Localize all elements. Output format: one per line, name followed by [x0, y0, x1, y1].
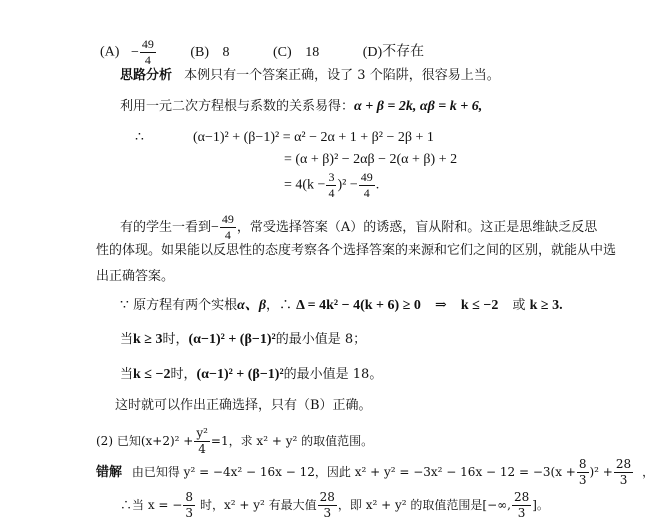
- case-2-line: [120, 367, 382, 383]
- wrong-fraction-2-num: 28: [615, 457, 632, 471]
- derivation-fraction-2-den: 4: [363, 186, 370, 200]
- paragraph-1-line-2: 性的体现。如果能以反思性的态度考察各个选择答案的来源和它们之间的区别，就能从中选: [96, 243, 617, 258]
- choice-c-value: 18: [305, 44, 320, 60]
- vieta-formula: α + β = 2k, αβ = k + 6,: [354, 99, 483, 114]
- case-2-c: 的最小值是 18。: [283, 367, 383, 382]
- choice-c-label: (C): [273, 44, 292, 60]
- last-fraction-1-den: 3: [185, 506, 193, 520]
- last-b: 时，x² + y² 有最大值: [199, 498, 317, 512]
- derivation-line-1: (α−1)² + (β−1)² = α² − 2α + 1 + β² − 2β + 1: [193, 130, 434, 145]
- analysis-heading: 思路分析: [120, 68, 173, 83]
- derivation-line-3-b: )² −: [337, 177, 358, 193]
- paragraph-1-fraction: [220, 212, 236, 243]
- last-a: ∴当 x = −: [120, 498, 183, 512]
- choice-a-num: 49: [141, 37, 154, 51]
- vieta-text: 利用一元二次方程根与系数的关系易得：: [120, 99, 355, 114]
- last-d: ]。: [532, 498, 549, 512]
- derivation-line-3-a: = 4(k −: [284, 177, 326, 193]
- last-fraction-1: [183, 490, 195, 521]
- derivation-fraction-2-num: 49: [360, 170, 373, 184]
- implies-arrow: ⇒: [435, 298, 447, 313]
- analysis-line: [120, 68, 500, 84]
- case-1-b: 时，: [162, 332, 189, 347]
- derivation-fraction-2: [359, 170, 375, 201]
- condition-delta: Δ = 4k² − 4(k + 6) ≥ 0: [296, 298, 421, 313]
- last-c: ，即 x² + y² 的取值范围是[−∞,: [337, 498, 511, 512]
- vieta-line: [120, 99, 482, 115]
- wrong-fraction-1-num: 8: [578, 457, 587, 471]
- derivation-line-3-c: .: [375, 177, 380, 193]
- analysis-text: 本例只有一个答案正确，设了 3 个陷阱，很容易上当。: [184, 68, 500, 83]
- last-fraction-3-num: 28: [513, 490, 530, 504]
- condition-text-b: ，∴: [266, 298, 293, 313]
- case-2-k: k ≤ −2: [133, 367, 171, 382]
- derivation-line-3: [284, 170, 379, 201]
- question-2-fraction: [194, 426, 210, 457]
- choice-b-value: 8: [222, 44, 230, 60]
- wrong-fraction-2-den: 3: [619, 473, 628, 487]
- derivation-fraction-1-den: 4: [328, 186, 335, 200]
- question-2-a: (2) 已知(x+2)² +: [96, 434, 194, 448]
- paragraph-1-a: 有的学生一看到: [120, 220, 212, 235]
- wrong-solution-heading: 错解: [96, 465, 123, 480]
- wrong-solution-c: ，: [642, 465, 654, 479]
- last-line: [120, 490, 549, 521]
- wrong-fraction-1: [577, 457, 589, 488]
- paragraph-1-num: 49: [221, 212, 234, 226]
- last-fraction-2: [318, 490, 337, 521]
- case-2-a: 当: [120, 367, 134, 382]
- derivation-fraction-1-num: 3: [328, 170, 335, 184]
- condition-case-2: k ≥ 3.: [529, 298, 563, 313]
- paragraph-1-line-1: [120, 212, 597, 243]
- question-2-line: [96, 426, 373, 457]
- wrong-solution-a: 由已知得 y² = −4x² − 16x − 12，因此 x² + y² = −3x² − 16x − 12 = −3(x +: [131, 465, 576, 479]
- last-fraction-2-den: 3: [323, 506, 332, 520]
- paragraph-1-line-3: 出正确答案。: [96, 269, 175, 284]
- last-fraction-2-num: 28: [319, 490, 335, 504]
- paragraph-1-den: 4: [224, 228, 231, 242]
- choice-a-fraction: [140, 37, 156, 68]
- case-2-b: 时，: [170, 367, 197, 382]
- case-1-c: 的最小值是 8；: [275, 332, 367, 347]
- case-1-k: k ≥ 3: [133, 332, 163, 347]
- choice-a-den: 4: [144, 53, 151, 67]
- choice-d-label: (D): [362, 44, 383, 60]
- case-2-expr: (α−1)² + (β−1)²: [196, 367, 284, 382]
- last-fraction-3-den: 3: [517, 506, 526, 520]
- condition-case-1: k ≤ −2: [460, 298, 499, 313]
- last-fraction-3: [512, 490, 531, 521]
- derivation-line-2: = (α + β)² − 2αβ − 2(α + β) + 2: [284, 152, 458, 167]
- last-fraction-1-num: 8: [185, 490, 193, 504]
- case-1-expr: (α−1)² + (β−1)²: [188, 332, 276, 347]
- wrong-fraction-1-den: 3: [578, 473, 587, 487]
- paragraph-1-sign: −: [211, 220, 219, 235]
- conclusion-line: 这时就可以作出正确选择，只有（B）正确。: [115, 398, 372, 413]
- case-1-line: [120, 332, 366, 348]
- question-2-b: =1，求 x² + y² 的取值范围。: [210, 434, 374, 448]
- choice-d-value: 不存在: [382, 44, 425, 60]
- paragraph-1-b: ，常受选择答案（A）的诱惑，盲从附和。这正是思维缺乏反思: [236, 220, 598, 235]
- choice-a-label: (A): [100, 44, 120, 60]
- because-symbol: ∵: [120, 298, 129, 313]
- wrong-solution-line: [96, 457, 654, 488]
- condition-text-a: 原方程有两个实根: [133, 298, 238, 313]
- condition-roots: α、β: [237, 298, 266, 313]
- question-2-num: y²: [196, 426, 208, 440]
- wrong-solution-b: )² +: [589, 465, 613, 479]
- choices-row: [100, 37, 424, 68]
- choice-b-label: (B): [190, 44, 210, 60]
- question-2-den: 4: [198, 442, 206, 456]
- choice-a-sign: −: [130, 44, 139, 60]
- wrong-fraction-2: [614, 457, 633, 488]
- condition-line: [120, 298, 563, 314]
- case-1-a: 当: [120, 332, 134, 347]
- derivation-therefore: ∴: [135, 130, 144, 145]
- condition-or: 或: [512, 298, 526, 313]
- derivation-fraction-1: [326, 170, 336, 201]
